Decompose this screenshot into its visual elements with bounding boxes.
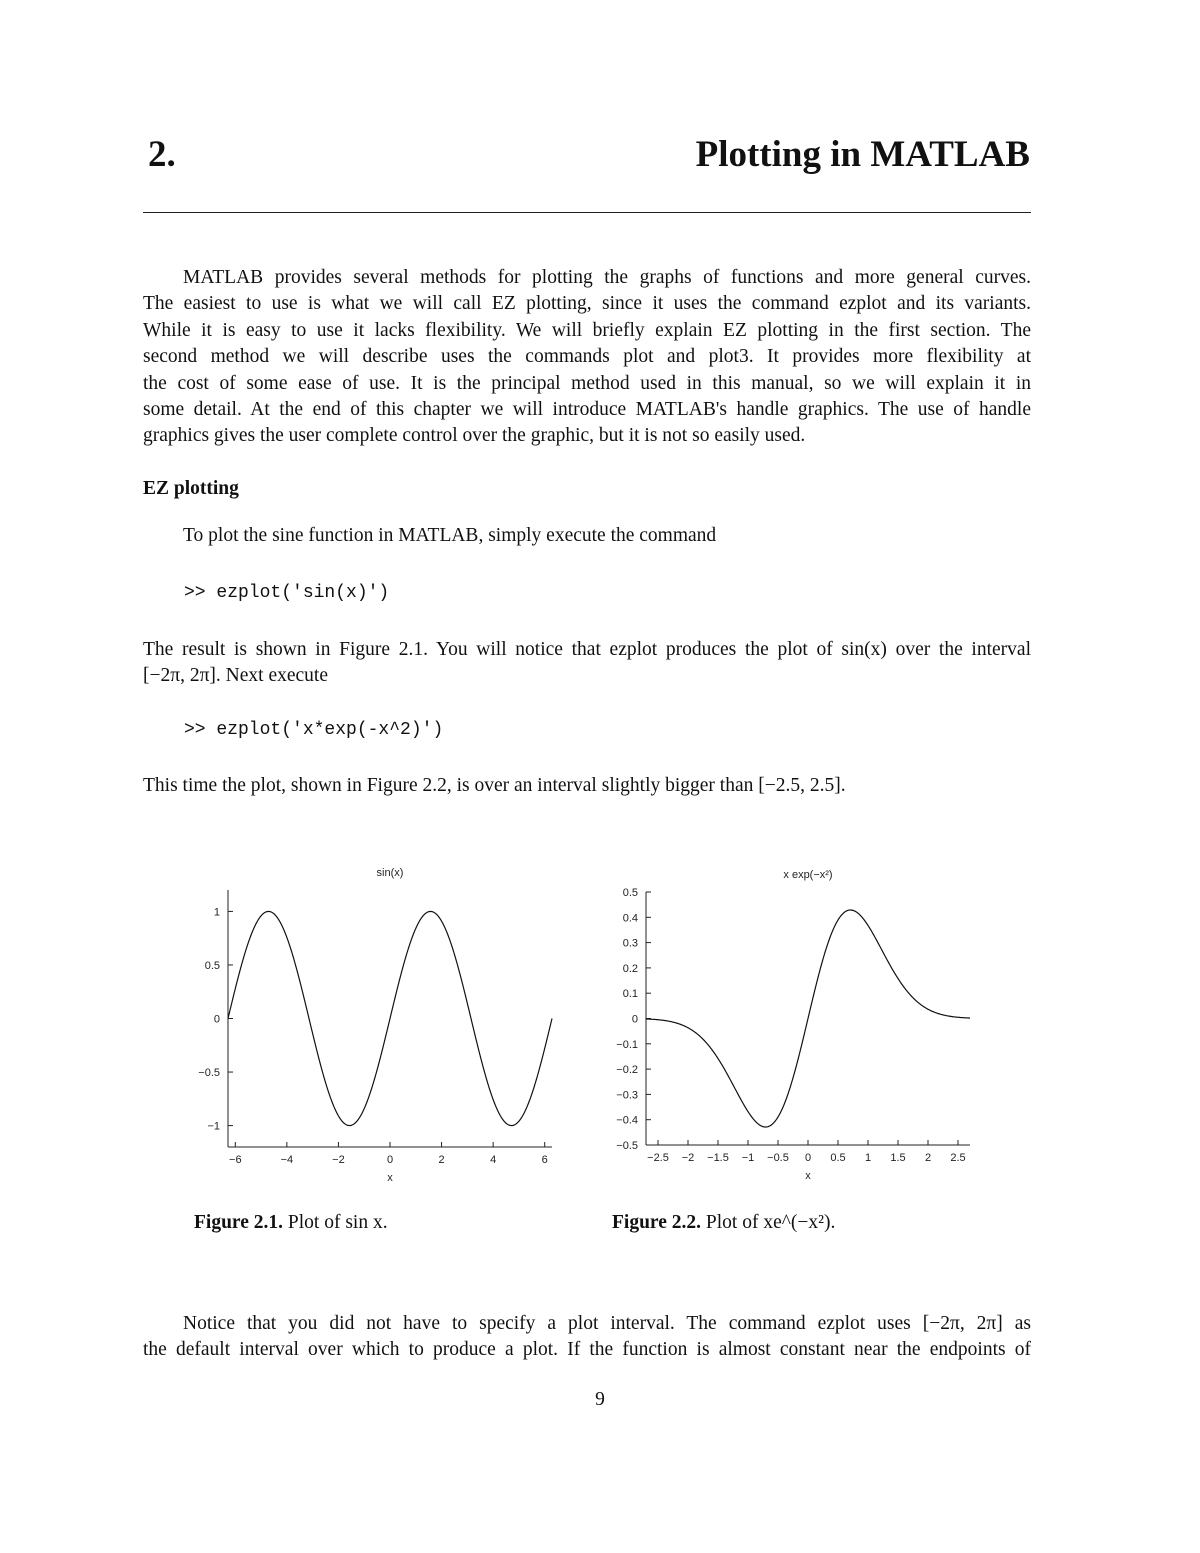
- x-tick-label: −6: [229, 1154, 242, 1166]
- x-tick-label: 2: [438, 1154, 445, 1166]
- x-tick-label: 0: [386, 1154, 394, 1166]
- intro-line: While it is easy to use it lacks flexibility. We will briefly explain EZ plotting in the first section. The: [143, 319, 1031, 341]
- series-line: [228, 911, 552, 1125]
- figure-2-2-caption: [612, 1212, 835, 1234]
- section-heading: EZ plotting: [143, 478, 239, 499]
- x-tick-label: −2: [681, 1152, 695, 1164]
- y-tick-label: 0.1: [622, 988, 638, 1001]
- body-paragraph-4: [143, 1311, 1031, 1364]
- x-tick-label: −1.5: [707, 1152, 729, 1164]
- series-line: [646, 910, 970, 1127]
- figure-label: Figure 2.2.: [612, 1212, 702, 1233]
- figure-2-1-caption: [194, 1212, 388, 1234]
- x-tick-label: −0.5: [767, 1152, 789, 1164]
- y-tick-label: −0.1: [616, 1038, 638, 1051]
- chart-sin: [198, 867, 552, 1184]
- y-tick-label: 0.5: [204, 959, 220, 972]
- x-tick-label: −4: [280, 1154, 294, 1166]
- chapter-title: Plotting in MATLAB: [695, 134, 1030, 175]
- intro-line: MATLAB provides several methods for plotting the graphs of functions and more general curves.: [183, 267, 1031, 288]
- code-example-2: >> ezplot('x*exp(-x^2)'): [184, 720, 444, 740]
- paragraph-line: The result is shown in Figure 2.1. You will notice that ezplot produces the plot of sin(x) over the interval: [143, 639, 1031, 660]
- chart-title: x exp(−x²): [783, 869, 833, 881]
- x-tick-label: 0: [804, 1152, 812, 1164]
- y-tick-label: −0.2: [616, 1064, 638, 1077]
- x-axis-label: x: [805, 1170, 811, 1182]
- chart-title: sin(x): [376, 867, 404, 879]
- y-tick-label: 0: [213, 1013, 220, 1026]
- heading-rule: [143, 212, 1031, 213]
- y-tick-label: −0.5: [616, 1140, 638, 1152]
- x-tick-label: 1: [864, 1152, 872, 1164]
- body-paragraph-1: To plot the sine function in MATLAB, simply execute the command: [183, 525, 717, 546]
- intro-line: some detail. At the end of this chapter we will introduce MATLAB's handle graphics. The use of handle: [143, 399, 1031, 421]
- figure-caption-text: Plot of sin x.: [287, 1212, 388, 1233]
- body-paragraph-2: [143, 637, 1031, 690]
- y-tick-label: 0.5: [622, 887, 638, 899]
- y-tick-label: 0: [631, 1013, 638, 1026]
- intro-paragraph: [143, 265, 1031, 450]
- y-tick-label: −1: [207, 1120, 220, 1133]
- x-tick-label: 2.5: [950, 1152, 966, 1164]
- x-tick-label: −2: [332, 1154, 345, 1166]
- body-paragraph-3: This time the plot, shown in Figure 2.2, is over an interval slightly bigger than [−2.5, 2.5].: [143, 775, 846, 796]
- x-tick-label: 6: [541, 1154, 548, 1166]
- x-tick-label: 0.5: [830, 1152, 846, 1164]
- x-tick-label: 1.5: [890, 1152, 906, 1164]
- x-axis-label: x: [387, 1172, 393, 1184]
- paragraph-line: the default interval over which to produce a plot. If the function is almost constant near the endpoints of: [143, 1339, 1031, 1361]
- paragraph-line: Notice that you did not have to specify a plot interval. The command ezplot uses [−2π, 2π] as: [183, 1313, 1031, 1334]
- x-tick-label: 4: [490, 1154, 497, 1166]
- y-tick-label: 0.2: [622, 962, 638, 975]
- y-tick-label: 0.3: [622, 937, 638, 950]
- y-tick-label: 0.4: [622, 912, 638, 925]
- y-tick-label: −0.3: [616, 1089, 638, 1102]
- code-example-1: >> ezplot('sin(x)'): [184, 583, 390, 603]
- figure-label: Figure 2.1.: [194, 1212, 284, 1233]
- intro-line: the cost of some ease of use. It is the principal method used in this manual, so we will explain it in: [143, 372, 1031, 394]
- y-tick-label: −0.4: [616, 1114, 638, 1127]
- intro-line: second method we will describe uses the commands plot and plot3. It provides more flexibility at: [143, 346, 1031, 368]
- intro-line: The easiest to use is what we will call EZ plotting, since it uses the command ezplot and its variants.: [143, 293, 1031, 315]
- x-tick-label: −1: [741, 1152, 755, 1164]
- chapter-number: 2.: [148, 134, 176, 175]
- intro-line: graphics gives the user complete control over the graphic, but it is not so easily used.: [143, 425, 806, 447]
- x-tick-label: −2.5: [647, 1152, 669, 1164]
- figure-caption-text: Plot of xe^(−x²).: [705, 1212, 836, 1233]
- paragraph-line: [−2π, 2π]. Next execute: [143, 665, 328, 687]
- x-tick-label: 2: [924, 1152, 932, 1164]
- y-tick-label: 1: [213, 906, 220, 919]
- page-number: 9: [595, 1389, 605, 1410]
- figures-area: [0, 860, 1200, 1200]
- y-tick-label: −0.5: [198, 1067, 220, 1080]
- chart-xexp: [616, 869, 970, 1182]
